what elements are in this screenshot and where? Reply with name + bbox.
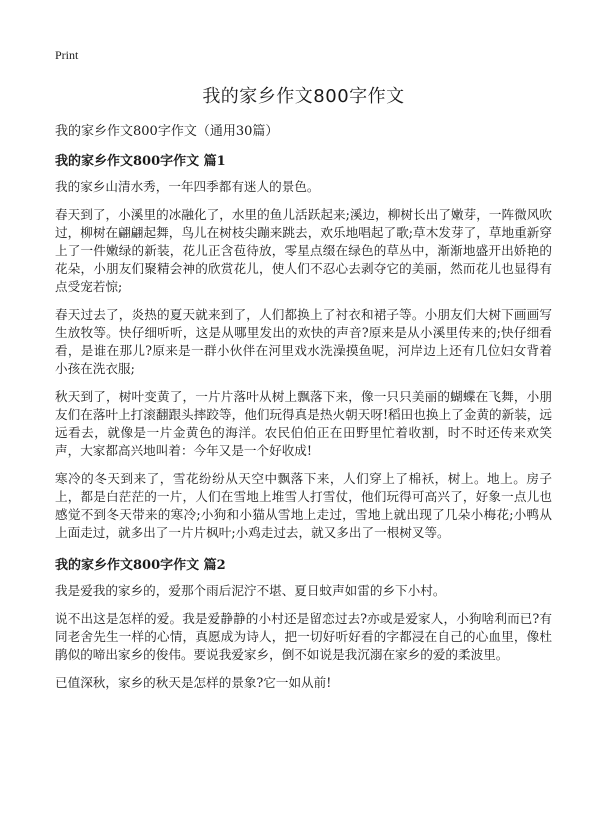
page-title: 我的家乡作文800字作文 <box>202 86 405 107</box>
article-1 <box>55 150 552 542</box>
paragraph: 寒冷的冬天到来了，雪花纷纷从天空中飘落下来，人们穿上了棉袄，树上。地上。房子上，都是白茫茫的一片，人们在雪地上堆雪人打雪仗，他们玩得可高兴了，好象一点儿也感觉不到冬天带来的寒冷;小狗和小猫从雪地上走过，雪地上就出现了几朵小梅花;小鸭从上面走过，就多出了一片片枫叶;小鸡走过去，就又多出了一根树叉等。 <box>55 471 552 540</box>
paragraph: 我是爱我的家乡的，爱那个雨后泥泞不堪、夏日蚊声如雷的乡下小村。 <box>55 583 446 598</box>
article-heading: 我的家乡作文800字作文 篇1 <box>55 154 226 169</box>
paragraph: 我的家乡山清水秀，一年四季都有迷人的景色。 <box>55 179 320 194</box>
paragraph: 已值深秋，家乡的秋天是怎样的景象?它一如从前! <box>55 675 332 690</box>
paragraph: 春天过去了，炎热的夏天就来到了，人们都换上了衬衣和裙子等。小朋友们大树下画画写生放牧等。快仔细听听，这是从哪里发出的欢快的声音?原来是从小溪里传来的;快仔细看看，是谁在那儿?原来是一群小伙伴在河里戏水洗澡摸鱼呢，河岸边上还有几位妇女背着小孩在洗衣服; <box>55 307 552 376</box>
print-label[interactable]: Print <box>55 48 79 62</box>
paragraph: 说不出这是怎样的爱。我是爱静静的小村还是留恋过去?亦或是爱家人，小狗啥利而已?有同老舍先生一样的心情，真愿成为诗人，把一切好听好看的字都浸在自己的心血里，像杜鹃似的啼出家乡的俊伟。要说我爱家乡，倒不如说是我沉溺在家乡的爱的柔波里。 <box>55 611 552 662</box>
article-heading: 我的家乡作文800字作文 篇2 <box>55 558 226 573</box>
document-subtitle: 我的家乡作文800字作文（通用30篇） <box>55 124 279 139</box>
article-2 <box>55 554 552 692</box>
paragraph: 秋天到了，树叶变黄了，一片片落叶从树上飘落下来，像一只只美丽的蝴蝶在飞舞，小朋友们在落叶上打滚翻跟头摔跤等，他们玩得真是热火朝天呀!稻田也换上了金黄的新装，远远看去，就像是一片金黄色的海洋。农民伯伯正在田野里忙着收割，时不时还传来欢笑声，大家都高兴地叫着：今年又是一个好收成! <box>55 389 552 458</box>
paragraph: 春天到了，小溪里的冰融化了，水里的鱼儿活跃起来;溪边，柳树长出了嫩芽，一阵微风吹过，柳树在翩翩起舞，鸟儿在树枝尖蹦来跳去，欢乐地唱起了歌;草木发芽了，草地重新穿上了一件嫩绿的新装，花儿正含苞待放，零星点缀在绿色的草丛中，渐渐地盛开出娇艳的花朵，小朋友们聚精会神的欣赏花儿，使人们不忍心去剥夺它的美丽，然而花儿也显得有点受宠若惊; <box>55 207 552 294</box>
